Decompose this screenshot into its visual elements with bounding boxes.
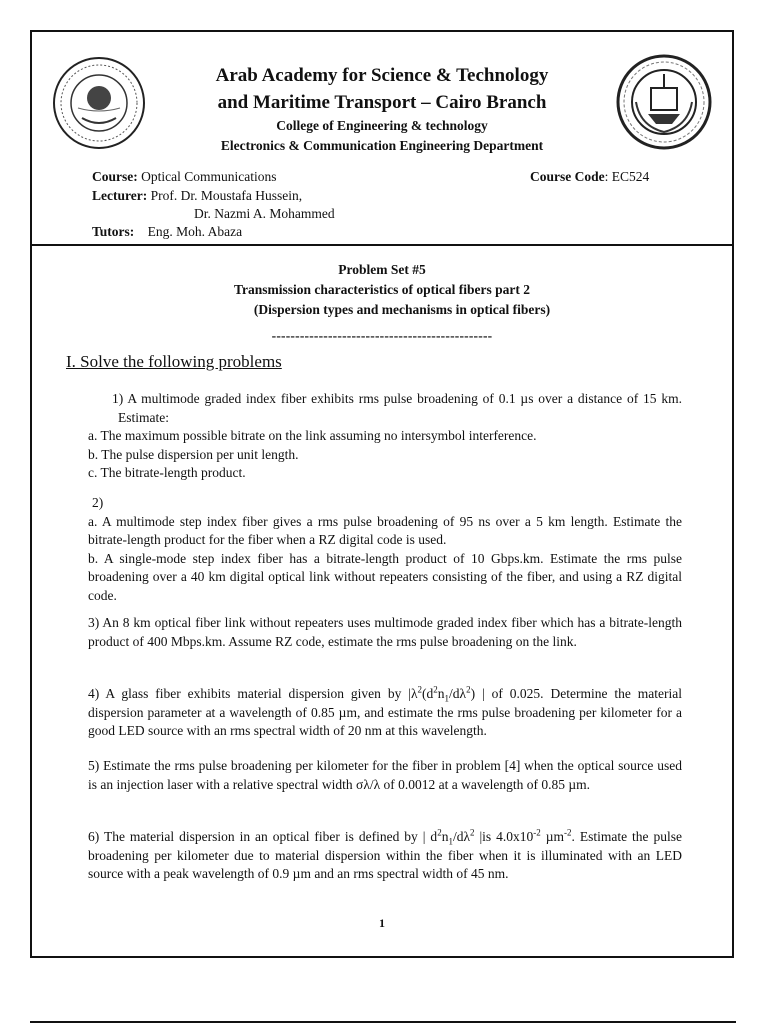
tutors-value: Eng. Moh. Abaza [147, 224, 243, 239]
academy-seal-icon [52, 56, 146, 150]
problem-1 [88, 390, 682, 483]
lecturer-row [92, 187, 302, 205]
problem-3-text: 3) An 8 km optical fiber link without repeaters uses multimode graded index fiber which has a bitrate-length product of 400 Mbps.km. Assume RZ code, estimate the rms pulse broadening on the link. [88, 615, 682, 649]
problem-set-subtitle: Transmission characteristics of optical fibers part 2 [234, 282, 530, 297]
problem-6-post: . Estimate the pulse broadening per kilometer due to material dispersion within the fiber when it is illuminated with an LED source with a peak wavelength of 0.9 µm and an rms spectral width of 45 nm. [88, 829, 682, 881]
page-frame [30, 30, 734, 958]
institution-block [152, 62, 612, 156]
page-number: 1 [379, 916, 385, 930]
problem-set-title: Problem Set #5 [338, 262, 426, 277]
course-value: Optical Communications [141, 169, 277, 184]
problem-set-heading [32, 260, 732, 320]
institution-branch: and Maritime Transport – Cairo Branch [217, 92, 547, 113]
section-title: I. Solve the following problems [66, 352, 282, 371]
lecturer-name-2: Dr. Nazmi A. Mohammed [194, 206, 335, 221]
problem-1-a: a. The maximum possible bitrate on the link assuming no intersymbol interference. [88, 428, 537, 443]
problem-2-number: 2) [92, 495, 104, 510]
problem-6-mid: is 4.0x10 [482, 829, 534, 844]
course-code-label: Course Code [530, 169, 605, 184]
document-header [32, 32, 732, 246]
problem-1-c: c. The bitrate-length product. [88, 465, 246, 480]
problem-2-b: b. A single-mode step index fiber has a bitrate-length product of 10 Gbps.km. Estimate the rms pulse broadening over a 40 km digital optical link without repeaters consisting of the fiber, and using a RZ digital code. [88, 550, 682, 603]
course-row [92, 168, 276, 186]
dispersion-formula: $|\lambda^2(d^2n_1/d\lambda^2)$ | [408, 684, 485, 704]
tutors-label: Tutors: [92, 224, 135, 239]
course-label: Course: [92, 169, 138, 184]
problem-6 [88, 828, 682, 884]
problem-2 [88, 494, 682, 605]
course-code-value: : EC524 [604, 169, 650, 184]
problem-6-text [88, 828, 682, 884]
separator-dashes: ----------------------------------------------- [271, 328, 493, 343]
problem-set-subtitle-2: (Dispersion types and mechanisms in optical fibers) [253, 302, 551, 317]
problem-2-a: a. A multimode step index fiber gives a rms pulse broadening of 95 ns over a 5 km length. Estimate the bitrate-length product for the fiber when a RZ digital code is used. [88, 513, 682, 547]
course-code-row [530, 168, 649, 186]
problem-4-text [88, 685, 682, 741]
problem-4-post: of 0.025. Determine the material dispersion parameter at a wavelength of 0.85 µm, and estimate the rms pulse broadening per kilometer for a good LED source with an rms spectral width of 20 nm at this wavelength. [88, 686, 683, 738]
problem-5 [88, 757, 682, 794]
tutors-row [92, 223, 242, 241]
college-emblem-icon [614, 52, 714, 152]
problem-6-unit: µm [545, 829, 564, 844]
department-name: Electronics & Communication Engineering Department [220, 138, 544, 153]
institution-name: Arab Academy for Science & Technology [215, 65, 549, 86]
bottom-rule [30, 1021, 736, 1023]
lecturer-label: Lecturer: [92, 188, 148, 203]
material-dispersion-formula: | $d^2n_1/d\lambda^2$ | [422, 827, 483, 847]
problem-6-exponent: -2 [533, 827, 541, 838]
lecturer-name-1: Prof. Dr. Moustafa Hussein, [150, 188, 303, 203]
problem-6-unit-exponent: -2 [564, 827, 572, 838]
problem-3 [88, 614, 682, 651]
college-name: College of Engineering & technology [276, 118, 488, 133]
problem-6-pre: 6) The material dispersion in an optical fiber is defined by [88, 829, 418, 844]
problem-1-b: b. The pulse dispersion per unit length. [88, 446, 299, 462]
problem-1-text: 1) A multimode graded index fiber exhibits rms pulse broadening of 0.1 µs over a distance of 15 km. Estimate: [112, 391, 682, 425]
problem-5-text: 5) Estimate the rms pulse broadening per kilometer for the fiber in problem [4] when the optical source used is an injection laser with a relative spectral width σλ/λ of 0.0012 at a wavelength of 0.85 µm. [88, 758, 682, 792]
problem-4-pre: 4) A glass fiber exhibits material dispersion given by [88, 686, 402, 701]
problem-4 [88, 685, 682, 741]
